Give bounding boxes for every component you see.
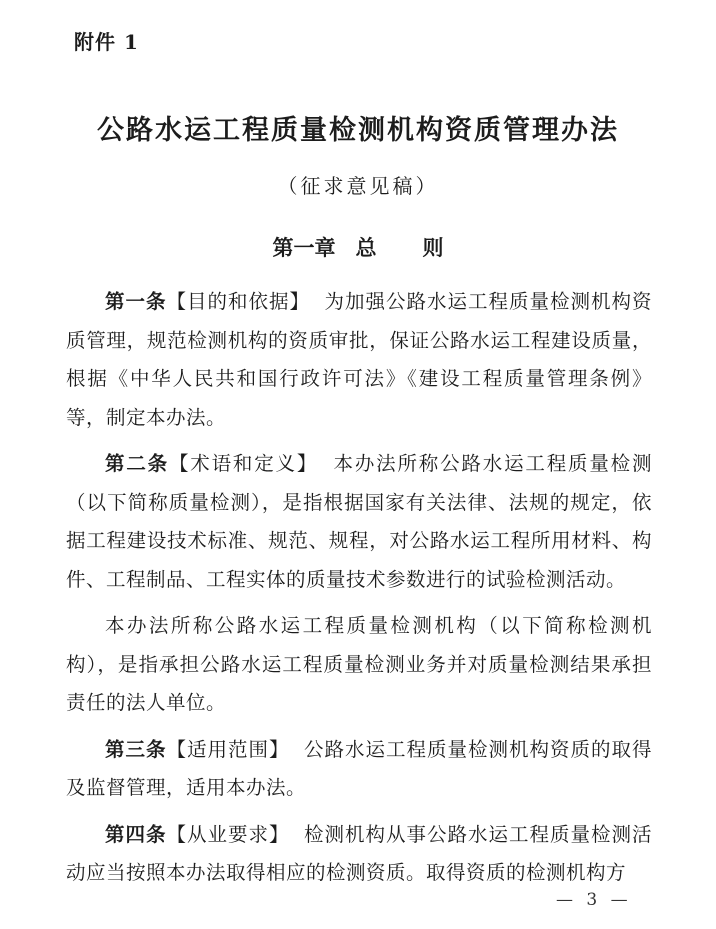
document-subtitle: （征求意见稿）: [277, 174, 439, 198]
article-4: [66, 816, 652, 893]
chapter-name-char-2: 则: [422, 235, 444, 260]
article-text: 为加强公路水运工程质量检测机构资质管理，规范检测机构的资质审批，保证公路水运工程建设质量，根据《中华人民共和国行政许可法》《建设工程质量管理条例》等，制定本办法。: [66, 290, 652, 429]
article-text: 本办法所称公路水运工程质量检测（以下简称质量检测），是指根据国家有关法律、法规的规定，依据工程建设技术标准、规范、规程，对公路水运工程所用材料、构件、工程制品、工程实体的质量技术参数进行的试验检测活动。: [66, 452, 652, 591]
page-number: — 3 —: [556, 890, 632, 910]
chapter-heading: [0, 232, 716, 262]
chapter-number: 第一章: [272, 235, 336, 260]
article-1: [66, 283, 652, 437]
article-heading: 【适用范围】: [166, 737, 290, 761]
article-2: [66, 445, 652, 599]
attachment-label: 附件 1: [74, 30, 139, 54]
article-3: [66, 731, 652, 808]
chapter-name-char-1: 总: [355, 235, 377, 260]
article-heading: 【目的和依据】: [166, 290, 310, 313]
article-heading: 【术语和定义】: [168, 452, 319, 475]
article-text: 本办法所称公路水运工程质量检测机构（以下简称检测机构），是指承担公路水运工程质量检测业务并对质量检测结果承担责任的法人单位。: [66, 614, 652, 714]
article-number: 第一条: [105, 290, 167, 313]
article-number: 第二条: [105, 452, 169, 475]
article-heading: 【从业要求】: [166, 822, 290, 846]
article-number: 第四条: [105, 822, 167, 846]
article-2-continuation: [66, 607, 652, 723]
document-title: 公路水运工程质量检测机构资质管理办法: [97, 115, 619, 146]
article-number: 第三条: [105, 737, 167, 761]
document-body: [66, 283, 652, 893]
article-text: 公路水运工程质量检测机构资质的取得及监督管理，适用本办法。: [66, 737, 652, 799]
article-text: 检测机构从事公路水运工程质量检测活动应当按照本办法取得相应的检测资质。取得资质的检测机构方: [66, 822, 652, 884]
